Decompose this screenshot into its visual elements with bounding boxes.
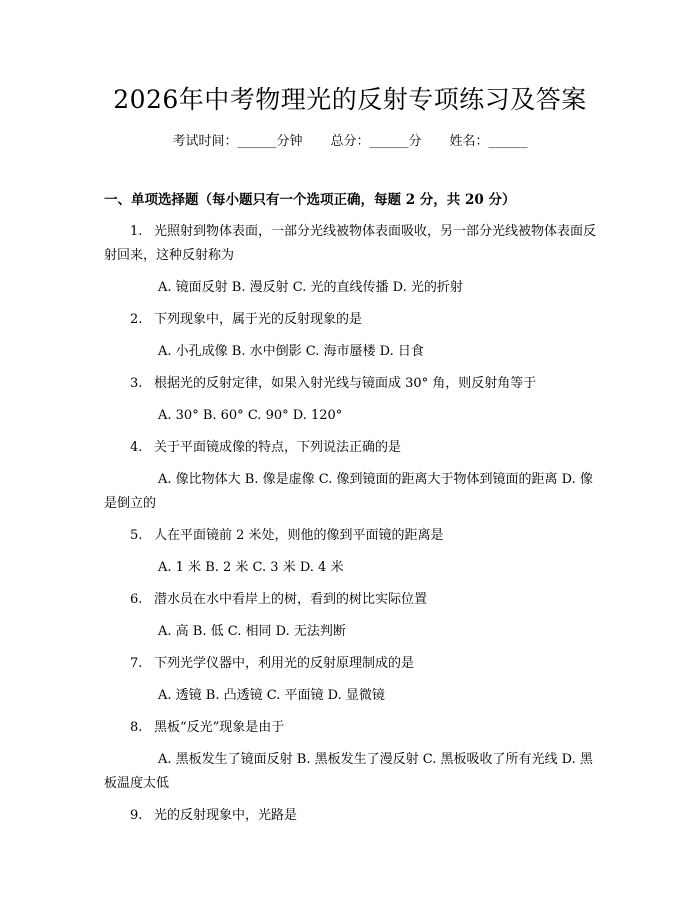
question-2-options: A. 小孔成像 B. 水中倒影 C. 海市蜃楼 D. 日食 [158,344,424,359]
total-score-field: 总分：______分 [330,134,422,149]
question-stem: 光照射到物体表面，一部分光线被物体表面吸收，另一部分光线被物体表面反射回来，这种反射称为 [104,224,597,263]
question-3-options: A. 30° B. 60° C. 90° D. 120° [158,408,343,423]
question-number: 6. [130,592,143,607]
question-7 [104,652,600,676]
question-number: 7. [130,656,143,671]
question-number: 1. [130,224,143,239]
question-7-options: A. 透镜 B. 凸透镜 C. 平面镜 D. 显微镜 [158,688,385,703]
question-4 [104,436,600,460]
question-number: 2. [130,312,143,327]
question-number: 3. [130,376,143,391]
question-number: 9. [130,808,143,823]
question-number: 4. [130,440,143,455]
question-1-options: A. 镜面反射 B. 漫反射 C. 光的直线传播 D. 光的折射 [158,280,463,295]
section-heading: 一、单项选择题（每小题只有一个选项正确，每题 2 分，共 20 分） [104,192,516,208]
question-2 [104,308,600,332]
question-stem: 下列现象中，属于光的反射现象的是 [154,312,363,327]
question-5 [104,524,600,548]
question-3 [104,372,600,396]
question-stem: 关于平面镜成像的特点，下列说法正确的是 [154,440,402,455]
question-5-options: A. 1 米 B. 2 米 C. 3 米 D. 4 米 [158,560,344,575]
question-stem: 黑板“反光”现象是由于 [154,720,285,735]
question-stem: 下列光学仪器中，利用光的反射原理制成的是 [154,656,415,671]
question-stem: 根据光的反射定律，如果入射光线与镜面成 30° 角，则反射角等于 [154,376,537,391]
question-8 [104,716,600,740]
question-8-options: A. 黑板发生了镜面反射 B. 黑板发生了漫反射 C. 黑板吸收了所有光线 D. 黑板温度太低 [104,752,593,791]
exam-time-field: 考试时间：______分钟 [172,134,303,149]
question-stem: 人在平面镜前 2 米处，则他的像到平面镜的距离是 [154,528,444,543]
question-9 [104,804,600,828]
student-name-field: 姓名：______ [449,134,528,149]
question-1 [104,220,600,268]
exam-meta [0,132,700,152]
question-6-options: A. 高 B. 低 C. 相同 D. 无法判断 [158,624,346,639]
question-number: 5. [130,528,143,543]
question-list [104,220,600,836]
question-4-options: A. 像比物体大 B. 像是虚像 C. 像到镜面的距离大于物体到镜面的距离 D. 像是倒立的 [104,472,593,511]
question-number: 8. [130,720,143,735]
question-stem: 光的反射现象中，光路是 [154,808,298,823]
question-6 [104,588,600,612]
question-stem: 潜水员在水中看岸上的树，看到的树比实际位置 [154,592,428,607]
document-title: 2026年中考物理光的反射专项练习及答案 [113,85,587,114]
